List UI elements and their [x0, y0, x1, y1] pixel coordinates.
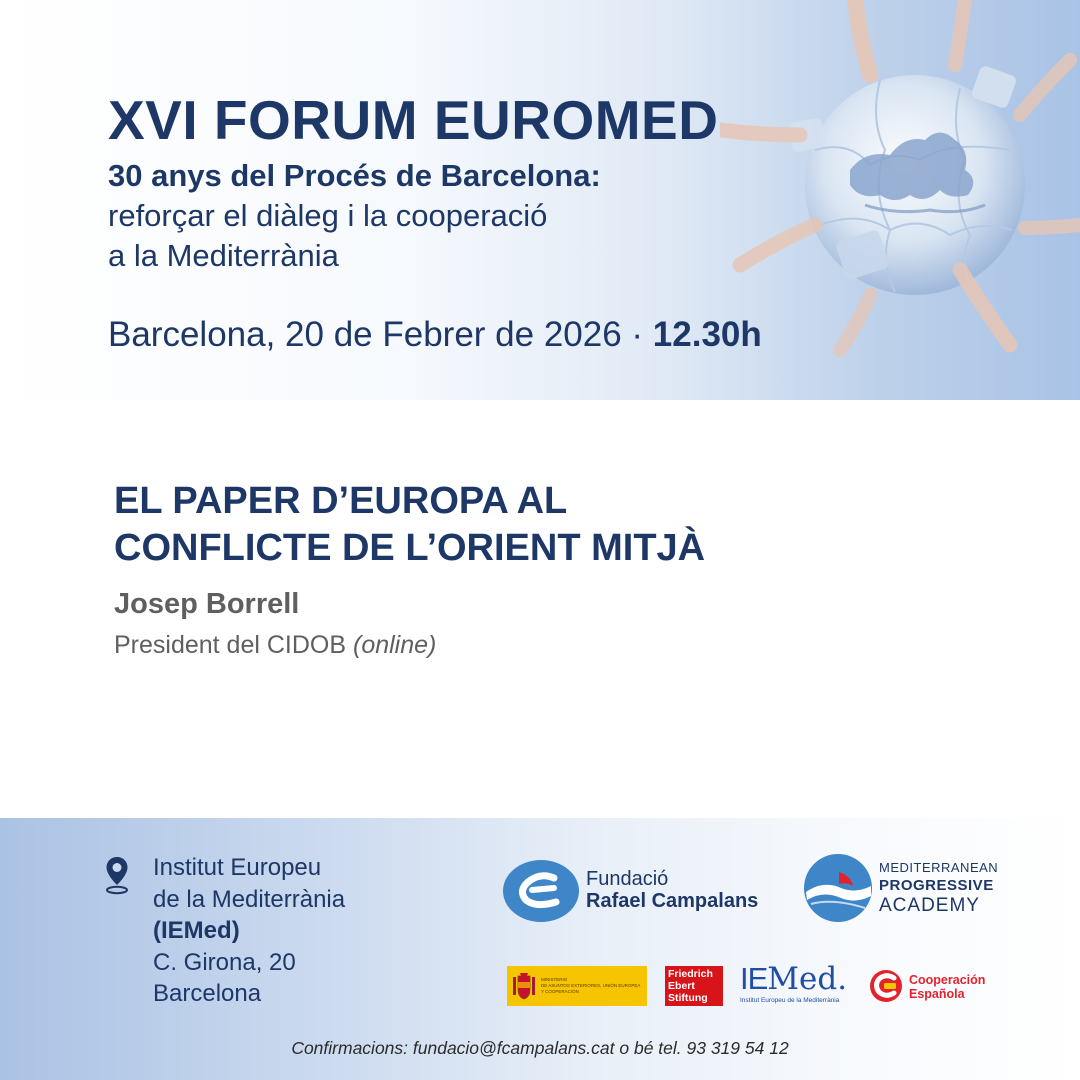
topic-line-1: EL PAPER D’EUROPA AL: [114, 480, 568, 522]
frc-name: [586, 868, 758, 912]
topic-line-2: CONFLICTE DE L’ORIENT MITJÀ: [114, 527, 706, 569]
venue-address: [153, 852, 345, 1010]
globe-puzzle-hands-illustration: [720, 0, 1080, 400]
cooperacion-espanola-logo: [868, 966, 988, 1006]
speaker-role-note: (online): [353, 631, 437, 659]
subtitle-line-2: reforçar el diàleg i la cooperació: [108, 198, 548, 233]
mpa-emblem-icon: [803, 852, 875, 924]
cooperacion-emblem-icon: [868, 968, 904, 1004]
header-banner: [0, 0, 1080, 400]
event-time: 12.30h: [652, 315, 762, 354]
fes-name: Friedrich Ebert Stiftung: [668, 968, 713, 1004]
iemed-logo: [740, 962, 860, 1012]
ministerio-asuntos-exteriores-logo: [507, 966, 647, 1006]
event-date: Barcelona, 20 de Febrer de 2026 ·: [108, 315, 653, 354]
mpa-line-1: MEDITERRANEAN: [879, 860, 999, 875]
cooperacion-name: Cooperación Española: [909, 973, 986, 1001]
speaker-role: [114, 631, 436, 660]
speaker-name: Josep Borrell: [114, 588, 300, 620]
iemed-wordmark: IEMed.: [740, 961, 848, 997]
event-subtitle: [108, 156, 601, 276]
venue-line-4: C. Girona, 20: [153, 948, 296, 976]
venue-line-3: (IEMed): [153, 917, 240, 944]
spain-coat-of-arms-icon: [511, 971, 537, 1001]
mpa-name: [879, 860, 998, 916]
frc-line-1: Fundació: [586, 868, 669, 890]
frc-line-2: Rafael Campalans: [586, 890, 759, 912]
frc-emblem-icon: [502, 858, 580, 924]
subtitle-line-3: a la Mediterrània: [108, 238, 339, 273]
fundacio-rafael-campalans-logo: [502, 858, 762, 924]
mpa-line-3: ACADEMY: [879, 895, 980, 916]
event-dateline: [108, 315, 762, 355]
venue-line-2: de la Mediterrània: [153, 885, 346, 913]
iemed-subtitle: Institut Europeu de la Mediterrània: [740, 997, 840, 1004]
event-title: XVI FORUM EUROMED: [108, 89, 719, 151]
location-pin-icon: [104, 855, 130, 895]
speaker-role-text: President del CIDOB: [114, 631, 353, 659]
rsvp-confirmation: Confirmacions: fundacio@fcampalans.cat o bé tel. 93 319 54 12: [291, 1038, 789, 1058]
friedrich-ebert-stiftung-logo: [665, 966, 723, 1006]
mpa-line-2: PROGRESSIVE: [879, 877, 994, 894]
venue-line-5: Barcelona: [153, 980, 262, 1007]
venue-acronym: IEMed: [161, 917, 232, 944]
mediterranean-progressive-academy-logo: [803, 852, 1003, 924]
venue-line-1: Institut Europeu: [153, 854, 322, 881]
subtitle-line-1: 30 anys del Procés de Barcelona:: [108, 158, 601, 193]
ministerio-text: MINISTERIO DE ASUNTOS EXTERIORES, UNIÓN EUROPEA Y COOPERACIÓN: [541, 977, 641, 994]
session-topic: [114, 478, 705, 572]
